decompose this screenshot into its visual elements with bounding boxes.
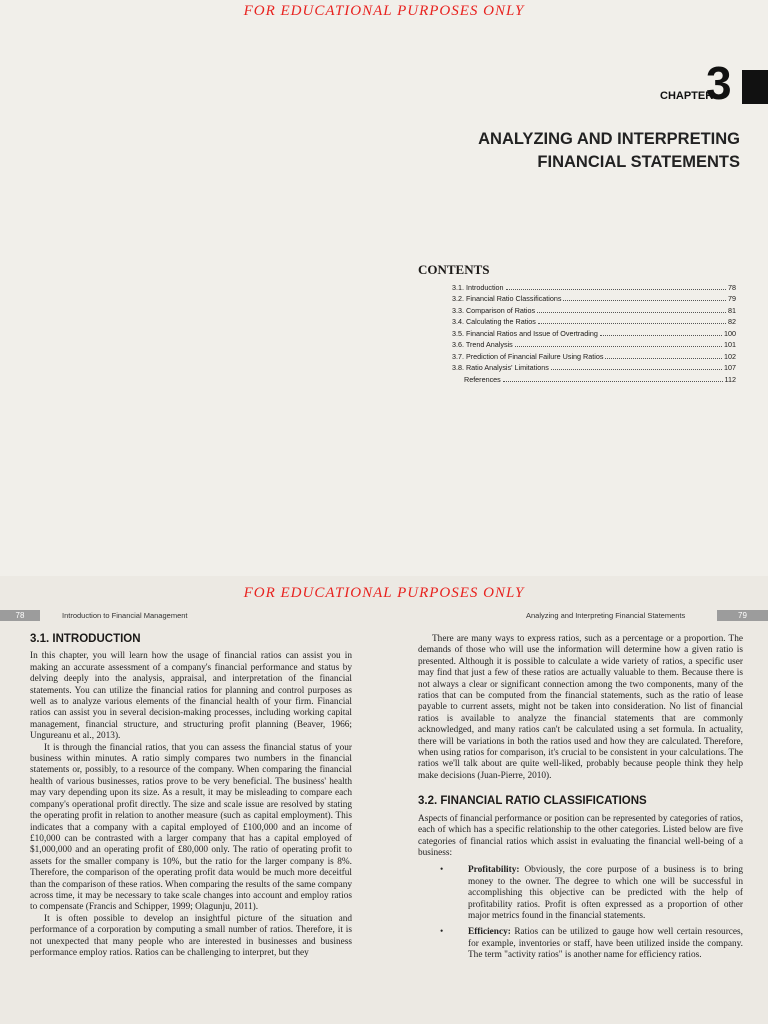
ratios-paragraph: There are many ways to express ratios, such as a percentage or a proportion. The demands of those who will use the information will determine how a given ratio is presented. Although it is possible to calculate a wide variety of ratios, a specific user may find that just a few of these ratios are actually valuable to them. Because there is not always a clear or significant connection among the two components, many of the ratios that can be computed from the financial statements, such as the ratio of lease payable to current assets, might not be taken into consideration. No list of financial ratios is available to analyze the financial statements that are commonly acknowledged, and many ratios can't be calculated using a set formula. In actuality, there will be variations in both the ratios used and how they are calculated. Therefore, when using ratios for comparison, it's crucial to be consistent in your calculations. The ratios we'll talk about are quite well-liked, probably because people think they help make decisions (Juan-Pierre, 2010).: [418, 634, 743, 781]
toc-entry-title: 3.7. Prediction of Financial Failure Using Ratios: [452, 351, 604, 361]
watermark: FOR EDUCATIONAL PURPOSES ONLY: [243, 585, 525, 601]
list-item: [418, 865, 743, 922]
toc-leader: [506, 289, 726, 290]
toc-entry: [452, 326, 736, 338]
table-of-contents: [452, 280, 736, 384]
toc-entry-title: 3.8. Ratio Analysis' Limitations: [452, 363, 549, 372]
toc-entry-page: 101: [724, 340, 736, 349]
toc-entry-title: 3.1. Introduction: [452, 282, 504, 292]
intro-paragraph-1: In this chapter, you will learn how the usage of financial ratios can assist you in making an accurate assessment of a company's financial performance and status by delving deeply into the analysis, appraisal, and interpretation of the financial statements. You can utilize the financial ratios for planning and control purposes as well as to analyze various elements of the financial health of your firm. Financial ratios can assist you in several decision-making processes, including working capital management, financial structure, and structuring profit planning (Beaver, 1966; Ungureanu et al., 2013).: [30, 651, 352, 742]
category-list: [418, 865, 743, 961]
toc-leader: [563, 300, 726, 301]
toc-entry: [452, 280, 736, 292]
classifications-paragraph: Aspects of financial performance or position can be represented by categories of ratios, each of which has a specific relationship to the other categories. Listed below are five categories of financial ratios which assist in evaluating the financial well-being of a business:: [418, 813, 743, 858]
chapter-title-line-2: FINANCIAL STATEMENTS: [537, 153, 740, 171]
toc-entry-page: 102: [724, 351, 736, 361]
toc-leader: [600, 335, 722, 336]
toc-entry: [452, 349, 736, 361]
toc-leader: [503, 381, 723, 382]
toc-leader: [537, 312, 726, 313]
book-spread: [0, 576, 768, 1024]
category-text: Ratios can be utilized to gauge how well certain resources, for example, inventories or staff, have been utilized inside the company. The term "activity ratios" is another name for efficiency ratios.: [468, 927, 743, 961]
toc-entry: [452, 361, 736, 373]
list-item: [418, 927, 743, 961]
toc-entry-page: 78: [728, 282, 736, 292]
toc-entry: [452, 315, 736, 327]
toc-leader: [551, 369, 722, 370]
toc-entry-title: 3.5. Financial Ratios and Issue of Overtrading: [452, 328, 598, 338]
toc-entry: [452, 303, 736, 315]
toc-entry-title: 3.4. Calculating the Ratios: [452, 317, 536, 326]
toc-entry-page: 82: [728, 317, 736, 326]
watermark: FOR EDUCATIONAL PURPOSES ONLY: [243, 3, 525, 19]
toc-entry-page: 79: [728, 294, 736, 303]
left-column: [30, 634, 352, 959]
category-term: Profitability:: [468, 865, 520, 876]
right-column: [418, 634, 743, 967]
chapter-title-line-1: ANALYZING AND INTERPRETING: [478, 130, 740, 148]
toc-entry-page: 107: [724, 363, 736, 372]
intro-paragraph-2: It is through the financial ratios, that you can assess the financial status of your business within minutes. A ratio simply compares two numbers in the financial statements or, possibly, to a resource of the company. When comparing the financial health of various businesses, ratios prove to be very beneficial. The business' health may vary depending upon its size. As a result, it may be misleading to compare each company's operational profit directly. The size and scale issue are resolved by stating the operating profit in relation to another measure (such as capital employment). This indicates that a company with a capital employed of £100,000 and an income of £10,000 can be contrasted with a larger company that has a capital employed of $1,000,000 and an operating profit of £80,000 only. The ratio of operating profit to assets for the smaller company is 10%, but the ratio for the larger company is 8%. Therefore, the comparison of the operating profit data would be much more deceitful than the comparison of these ratios. When comparing the results of the same company across time, it may be necessary to take scale changes into account and employ ratios to compensate (Francis and Schipper, 1999; Olagunju, 2011).: [30, 742, 352, 913]
toc-entry: [452, 338, 736, 350]
toc-entry: [464, 372, 736, 384]
section-heading-introduction: 3.1. INTRODUCTION: [30, 633, 141, 645]
chapter-number: 3: [706, 57, 732, 109]
toc-entry-title: 3.3. Comparison of Ratios: [452, 305, 536, 315]
category-text: Obviously, the core purpose of a business is to bring money to the owner. The degree to which one will be successful in accomplishing this objective can be predicted with the help of profitability ratios. Profit is often expressed as a proportion of other major metrics found in the financial statements.: [468, 865, 743, 921]
left-page-number: 78: [0, 610, 40, 621]
toc-leader: [515, 346, 722, 347]
intro-paragraph-3: It is often possible to develop an insightful picture of the situation and performance of a corporation by computing a small number of ratios. Therefore, it is not unexpected that many people who are interested in businesses and business performance employ ratios. Ratios can be challenging to interpret, but they: [30, 913, 352, 958]
right-page-number: 79: [717, 610, 768, 621]
toc-entry-title: 3.6. Trend Analysis: [452, 340, 513, 349]
toc-entry-page: 81: [728, 305, 736, 315]
chapter-title: [400, 128, 740, 174]
right-running-head: Analyzing and Interpreting Financial Statements: [526, 611, 686, 620]
toc-entry-title: 3.2. Financial Ratio Classifications: [452, 294, 562, 303]
contents-heading: CONTENTS: [418, 262, 490, 277]
toc-leader: [538, 323, 726, 324]
toc-entry-page: 112: [724, 374, 736, 384]
section-heading-classifications: 3.2. FINANCIAL RATIO CLASSIFICATIONS: [418, 795, 647, 808]
toc-entry-title: References: [464, 374, 501, 384]
left-page-header: [0, 610, 360, 621]
category-term: Efficiency:: [468, 927, 511, 938]
chapter-bar: [742, 70, 768, 104]
left-running-head: Introduction to Financial Management: [62, 611, 188, 620]
chapter-label: CHAPTER: [660, 90, 714, 102]
toc-entry: [452, 292, 736, 304]
toc-entry-page: 100: [724, 328, 736, 338]
toc-leader: [605, 358, 722, 359]
